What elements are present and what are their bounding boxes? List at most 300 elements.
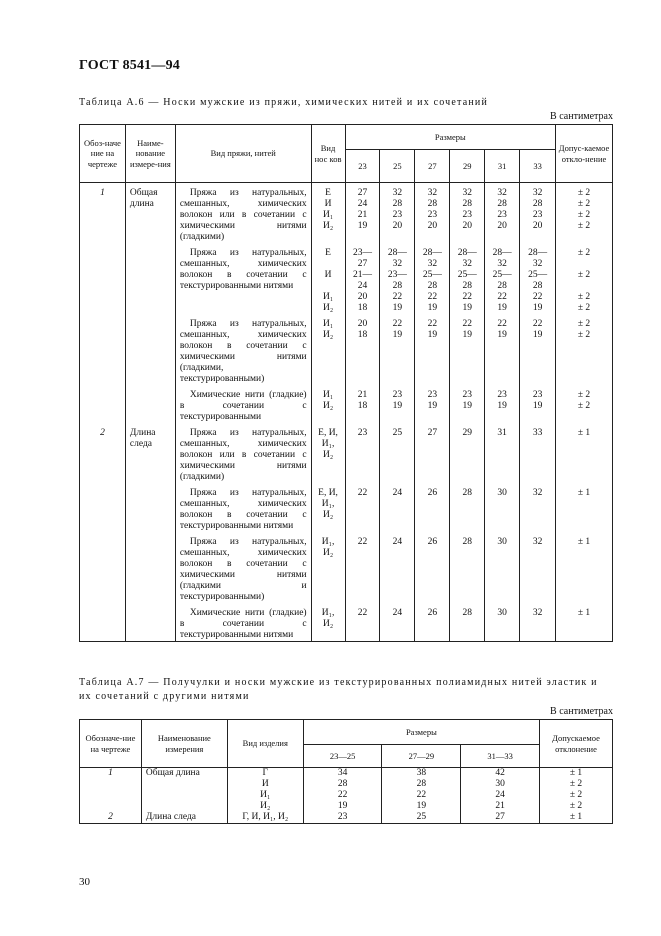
cell-line: ± 2: [577, 188, 591, 198]
size-value-cell: [380, 314, 415, 385]
cell-line: ± 1: [577, 428, 591, 438]
size-value-cell: [380, 243, 415, 314]
cell-line: И₂: [322, 548, 334, 558]
cell-line: 28: [497, 281, 507, 291]
page-number: 30: [79, 876, 90, 888]
cell-line: 23: [462, 210, 472, 220]
cell-line: 23—: [387, 270, 407, 280]
cell-line: И₁: [322, 390, 334, 400]
cell-line: ± 2: [577, 292, 591, 302]
size-value-cell: [450, 603, 485, 642]
size-value-cell: [380, 603, 415, 642]
cell-line: 19: [416, 801, 427, 811]
table-row: [80, 385, 613, 423]
cell-line: И: [324, 199, 332, 209]
cell-line: 28: [462, 537, 472, 547]
cell-line: 28: [532, 281, 543, 291]
cell-line: 34: [337, 768, 348, 778]
cell-line: 32: [532, 537, 543, 547]
size-value-cell: [345, 385, 380, 423]
tolerance-cell: [540, 812, 613, 824]
yarn-type-cell: Пряжа из натуральных, смешанных, химических волокон или в сочетании с химическими нитями (гладкими): [175, 183, 311, 244]
cell-line: И₂: [260, 801, 271, 811]
cell-line: 25—: [528, 270, 548, 280]
cell-line: ± 1: [577, 537, 591, 547]
size-value-cell: [415, 532, 450, 603]
cell-line: 22: [337, 790, 348, 800]
col-tol-header: Допус-каемое откло-нение: [556, 125, 613, 183]
cell-line: ± 1: [569, 768, 583, 778]
measurement-name-cell: Общая длина: [125, 183, 175, 244]
cell-line: ± 2: [577, 210, 591, 220]
sock-type-cell: [311, 483, 345, 532]
cell-line: 23: [497, 210, 507, 220]
cell-line: 24: [357, 281, 368, 291]
cell-line: 24: [495, 790, 505, 800]
cell-line: ± 2: [577, 401, 591, 411]
size-value-cell: [345, 423, 380, 483]
size-value-cell: [520, 603, 556, 642]
cell-line: 19: [392, 401, 403, 411]
cell-line: ± 1: [577, 608, 591, 618]
cell-line: ± 2: [577, 390, 591, 400]
size-value-cell: [415, 423, 450, 483]
t7-col-sizes-header: Размеры: [303, 720, 539, 745]
measurement-name-cell: [125, 243, 175, 314]
size-value-cell: [485, 532, 520, 603]
table-a7: [79, 719, 613, 824]
cell-line: 33: [532, 428, 543, 438]
cell-line: 23: [357, 428, 368, 438]
cell-line: 18: [357, 303, 368, 313]
sock-type-cell: [311, 314, 345, 385]
cell-line: 28: [427, 281, 438, 291]
cell-line: 19: [497, 401, 507, 411]
size-value-cell: [485, 483, 520, 532]
cell-line: Е, И,: [318, 488, 338, 498]
size-value-cell: [380, 183, 415, 244]
cell-line: 32: [392, 259, 403, 269]
cell-line: 28: [337, 779, 348, 789]
cell-line: 27: [357, 259, 368, 269]
tolerance-cell: [556, 243, 613, 314]
cell-line: 25: [416, 812, 427, 822]
size-value-cell: [415, 385, 450, 423]
yarn-type-cell: Пряжа из натуральных, смешанных, химических волокон в сочетании с химическими нитями (гладкими и текстурированными): [175, 532, 311, 603]
col-vid-header: Вид нос ков: [311, 125, 345, 183]
cell-line: 28: [462, 488, 472, 498]
size-value-cell: [450, 483, 485, 532]
cell-line: 19: [497, 303, 507, 313]
cell-line: И₂: [322, 303, 334, 313]
cell-line: ± 2: [569, 790, 583, 800]
cell-line: 32: [532, 259, 543, 269]
size-col-header: 31: [485, 150, 520, 183]
cell-line: 20: [532, 221, 543, 231]
cell-line: 28: [427, 199, 438, 209]
cell-line: Е, И,: [318, 428, 338, 438]
cell-line: 32: [497, 188, 507, 198]
cell-line: 20: [357, 319, 368, 329]
cell-line: 23: [532, 390, 543, 400]
table-row: [80, 483, 613, 532]
tolerance-cell: [556, 385, 613, 423]
sock-type-cell: [311, 532, 345, 603]
cell-line: ± 2: [569, 801, 583, 811]
cell-line: И₁: [322, 210, 334, 220]
cell-line: 32: [532, 488, 543, 498]
cell-line: 27: [495, 812, 505, 822]
size-value-cell: [382, 812, 461, 824]
cell-line: Е: [325, 248, 331, 258]
cell-line: 19: [357, 221, 368, 231]
size-value-cell: [461, 812, 540, 824]
cell-line: ± 2: [577, 199, 591, 209]
designation-cell: [80, 385, 126, 423]
cell-line: 26: [427, 537, 438, 547]
measurement-name-cell: Длина следа: [141, 812, 227, 824]
size-value-cell: [520, 385, 556, 423]
size-value-cell: [450, 243, 485, 314]
cell-line: 23: [427, 210, 438, 220]
cell-line: 42: [495, 768, 505, 778]
cell-line: И₁,: [321, 608, 335, 618]
cell-line: 22: [392, 319, 403, 329]
size-value-cell: [380, 483, 415, 532]
cell-line: И₂: [322, 510, 334, 520]
designation-cell: 1: [80, 183, 126, 244]
cell-line: 22: [392, 292, 403, 302]
cell-line: 19: [532, 330, 543, 340]
cell-line: 21: [495, 801, 505, 811]
t7-size-col-header: 31—33: [461, 745, 540, 768]
t7-col-name-header: Наименование измерения: [141, 720, 227, 768]
size-value-cell: [450, 183, 485, 244]
size-value-cell: [303, 768, 382, 813]
cell-line: 22: [532, 319, 543, 329]
cell-line: И₁: [322, 319, 334, 329]
size-value-cell: [485, 423, 520, 483]
cell-line: И: [324, 270, 332, 280]
cell-line: 20: [357, 292, 368, 302]
t7-col-kind-header: Вид изделия: [227, 720, 303, 768]
cell-line: ± 2: [577, 330, 591, 340]
cell-line: 28: [462, 608, 472, 618]
tolerance-cell: [556, 483, 613, 532]
cell-line: 28—: [457, 248, 477, 258]
designation-cell: [80, 314, 126, 385]
size-value-cell: [415, 243, 450, 314]
cell-line: ± 1: [569, 812, 583, 822]
size-value-cell: [485, 385, 520, 423]
cell-line: 32: [532, 608, 543, 618]
size-value-cell: [450, 385, 485, 423]
size-col-header: 33: [520, 150, 556, 183]
designation-cell: 1: [80, 768, 142, 813]
cell-line: ± 2: [577, 319, 591, 329]
col-name-header: Наиме-нование измере-ния: [125, 125, 175, 183]
cell-line: 30: [497, 537, 507, 547]
cell-line: 27: [427, 428, 438, 438]
cell-line: 32: [532, 188, 543, 198]
cell-line: Г, И, И₁, И₂: [242, 812, 289, 822]
table-row: [80, 603, 613, 642]
tolerance-cell: [540, 768, 613, 813]
product-kind-cell: [227, 768, 303, 813]
size-value-cell: [382, 768, 461, 813]
sock-type-cell: [311, 243, 345, 314]
cell-line: 25—: [422, 270, 442, 280]
cell-line: ± 2: [569, 779, 583, 789]
cell-line: 25: [392, 428, 403, 438]
table7-caption: Таблица А.7 — Получулки и носки мужские из текстурированных полиамидных нитей эластик и их сочетаний с другими нитями: [79, 677, 598, 702]
cell-line: 19: [337, 801, 348, 811]
cell-line: 23: [427, 390, 438, 400]
cell-line: И: [261, 779, 269, 789]
cell-line: 20: [427, 221, 438, 231]
cell-line: 19: [532, 303, 543, 313]
cell-line: 19: [462, 330, 472, 340]
table7-units: В сантиметрах: [550, 706, 613, 717]
cell-line: 22: [357, 608, 368, 618]
cell-line: 38: [416, 768, 427, 778]
cell-line: 21: [357, 390, 368, 400]
cell-line: И₂: [322, 221, 334, 231]
cell-line: И₂: [322, 330, 334, 340]
size-value-cell: [520, 183, 556, 244]
cell-line: 31: [497, 428, 507, 438]
designation-cell: [80, 532, 126, 603]
cell-line: Г: [262, 768, 269, 778]
cell-line: 19: [427, 303, 438, 313]
cell-line: 22: [497, 319, 507, 329]
cell-line: 30: [495, 779, 505, 789]
cell-line: 28—: [492, 248, 512, 258]
cell-line: 28—: [387, 248, 407, 258]
cell-line: 22: [462, 319, 472, 329]
cell-line: 19: [427, 330, 438, 340]
col-sizes-header: Размеры: [345, 125, 556, 150]
size-value-cell: [380, 532, 415, 603]
cell-line: 32: [392, 188, 403, 198]
designation-cell: [80, 483, 126, 532]
cell-line: И₁,: [321, 537, 335, 547]
sock-type-cell: [311, 183, 345, 244]
size-value-cell: [485, 183, 520, 244]
size-value-cell: [303, 812, 382, 824]
cell-line: ± 1: [577, 488, 591, 498]
size-value-cell: [520, 483, 556, 532]
cell-line: 24: [357, 199, 368, 209]
cell-line: 32: [427, 188, 438, 198]
cell-line: 19: [427, 401, 438, 411]
cell-line: 24: [392, 488, 403, 498]
size-value-cell: [415, 183, 450, 244]
cell-line: 28: [497, 199, 507, 209]
size-value-cell: [520, 314, 556, 385]
designation-cell: 2: [80, 812, 142, 824]
cell-line: ± 2: [577, 270, 591, 280]
cell-line: 19: [462, 401, 472, 411]
cell-line: 28: [462, 199, 472, 209]
cell-line: 28—: [422, 248, 442, 258]
size-value-cell: [450, 423, 485, 483]
cell-line: 28—: [528, 248, 548, 258]
measurement-name-cell: [125, 603, 175, 642]
size-value-cell: [345, 314, 380, 385]
yarn-type-cell: Пряжа из натуральных, смешанных, химических волокон в сочетании с текстурированными нитями: [175, 243, 311, 314]
size-value-cell: [485, 314, 520, 385]
t7-size-col-header: 23—25: [303, 745, 382, 768]
cell-line: 28: [462, 281, 472, 291]
table-row: [80, 314, 613, 385]
size-value-cell: [415, 603, 450, 642]
cell-line: 30: [497, 608, 507, 618]
size-value-cell: [415, 483, 450, 532]
cell-line: И₂: [322, 619, 334, 629]
cell-line: И₁: [260, 790, 271, 800]
cell-line: 32: [427, 259, 438, 269]
cell-line: 22: [357, 537, 368, 547]
t7-size-col-header: 27—29: [382, 745, 461, 768]
cell-line: 22: [416, 790, 427, 800]
cell-line: 25—: [457, 270, 477, 280]
yarn-type-cell: Пряжа из натуральных, смешанных, химических волокон или в сочетании с химическими нитями (гладкими): [175, 423, 311, 483]
size-value-cell: [461, 768, 540, 813]
yarn-type-cell: Химические нити (гладкие) в сочетании с текстурированными нитями: [175, 603, 311, 642]
tolerance-cell: [556, 603, 613, 642]
cell-line: 23: [392, 210, 403, 220]
cell-line: И₁,: [321, 499, 335, 509]
cell-line: 22: [427, 319, 438, 329]
yarn-type-cell: Пряжа из натуральных, смешанных, химических волокон в сочетании с химическими нитями (гладкими, текстурированными): [175, 314, 311, 385]
size-col-header: 23: [345, 150, 380, 183]
cell-line: 27: [357, 188, 368, 198]
cell-line: 28: [392, 199, 403, 209]
size-value-cell: [345, 532, 380, 603]
designation-cell: 2: [80, 423, 126, 483]
yarn-type-cell: Пряжа из натуральных, смешанных, химических волокон в сочетании с текстурированными нитями: [175, 483, 311, 532]
sock-type-cell: [311, 423, 345, 483]
cell-line: 23: [532, 210, 543, 220]
cell-line: 26: [427, 608, 438, 618]
size-value-cell: [520, 532, 556, 603]
cell-line: 24: [392, 608, 403, 618]
cell-line: 22: [532, 292, 543, 302]
tolerance-cell: [556, 423, 613, 483]
cell-line: ± 2: [577, 221, 591, 231]
cell-line: И₂: [322, 401, 334, 411]
table-row: [80, 768, 613, 813]
table-row: [80, 532, 613, 603]
size-value-cell: [485, 603, 520, 642]
cell-line: 22: [462, 292, 472, 302]
size-col-header: 29: [450, 150, 485, 183]
cell-line: И₂: [322, 450, 334, 460]
measurement-name-cell: [125, 483, 175, 532]
table-row: [80, 183, 613, 244]
size-value-cell: [380, 385, 415, 423]
size-value-cell: [415, 314, 450, 385]
cell-line: 19: [392, 303, 403, 313]
cell-line: 21: [357, 210, 368, 220]
size-value-cell: [485, 243, 520, 314]
cell-line: 30: [497, 488, 507, 498]
size-value-cell: [520, 243, 556, 314]
cell-line: 23: [462, 390, 472, 400]
size-col-header: 25: [380, 150, 415, 183]
sock-type-cell: [311, 603, 345, 642]
cell-line: 20: [392, 221, 403, 231]
size-value-cell: [345, 603, 380, 642]
measurement-name-cell: [125, 532, 175, 603]
size-value-cell: [345, 243, 380, 314]
cell-line: 19: [462, 303, 472, 313]
cell-line: 26: [427, 488, 438, 498]
col-yarn-header: Вид пряжи, нитей: [175, 125, 311, 183]
cell-line: 19: [497, 330, 507, 340]
size-value-cell: [450, 532, 485, 603]
cell-line: 18: [357, 330, 368, 340]
cell-line: ± 2: [577, 248, 591, 258]
cell-line: Е: [325, 188, 331, 198]
size-col-header: 27: [415, 150, 450, 183]
cell-line: 28: [416, 779, 427, 789]
table-row: [80, 423, 613, 483]
cell-line: 22: [427, 292, 438, 302]
cell-line: 22: [497, 292, 507, 302]
cell-line: 28: [392, 281, 403, 291]
cell-line: ± 2: [577, 303, 591, 313]
cell-line: 19: [392, 330, 403, 340]
designation-cell: [80, 243, 126, 314]
product-kind-cell: [227, 812, 303, 824]
size-value-cell: [345, 183, 380, 244]
cell-line: 32: [462, 259, 472, 269]
t7-col-tol-header: Допускаемое отклонение: [540, 720, 613, 768]
size-value-cell: [520, 423, 556, 483]
table-row: [80, 812, 613, 824]
cell-line: 22: [357, 488, 368, 498]
cell-line: [558, 281, 610, 292]
table6-caption: Таблица А.6 — Носки мужские из пряжи, химических нитей и их сочетаний: [79, 97, 489, 108]
table6-units: В сантиметрах: [550, 111, 613, 122]
yarn-type-cell: Химические нити (гладкие) в сочетании с текстурированными: [175, 385, 311, 423]
tolerance-cell: [556, 532, 613, 603]
cell-line: 20: [497, 221, 507, 231]
measurement-name-cell: [125, 385, 175, 423]
size-value-cell: [345, 483, 380, 532]
cell-line: 19: [532, 401, 543, 411]
cell-line: 21—: [352, 270, 372, 280]
size-value-cell: [450, 314, 485, 385]
cell-line: [558, 259, 610, 270]
measurement-name-cell: [125, 314, 175, 385]
size-value-cell: [380, 423, 415, 483]
designation-cell: [80, 603, 126, 642]
cell-line: 28: [532, 199, 543, 209]
cell-line: 23: [392, 390, 403, 400]
tolerance-cell: [556, 183, 613, 244]
t7-col-designation-header: Обозначе-ние на чертеже: [80, 720, 142, 768]
cell-line: 23: [497, 390, 507, 400]
cell-line: И₁: [322, 292, 334, 302]
cell-line: 25—: [492, 270, 512, 280]
cell-line: 32: [497, 259, 507, 269]
cell-line: 29: [462, 428, 472, 438]
measurement-name-cell: Длина следа: [125, 423, 175, 483]
measurement-name-cell: Общая длина: [141, 768, 227, 813]
